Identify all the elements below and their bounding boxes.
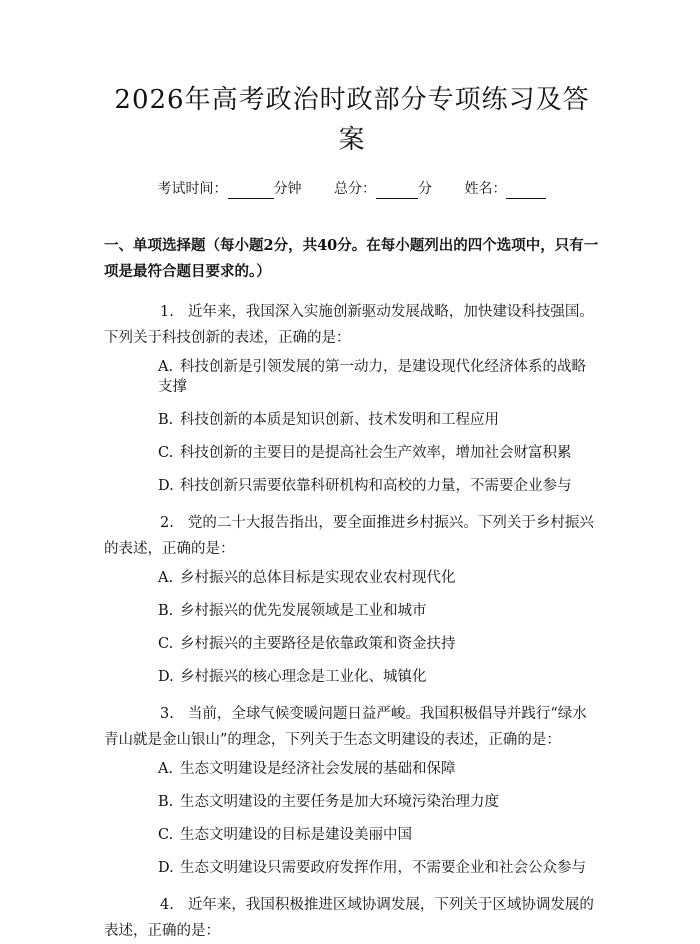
total-score-unit: 分: [418, 181, 432, 197]
question-4: [104, 892, 600, 944]
option-letter: A.: [158, 359, 174, 375]
option-letter: C.: [158, 636, 174, 652]
option-a: [158, 357, 600, 397]
option-letter: C.: [158, 445, 174, 461]
question-stem: [104, 701, 600, 753]
total-score-field: [334, 179, 432, 199]
student-name-label: 姓名：: [464, 181, 507, 197]
option-d: [158, 858, 600, 878]
option-text: 乡村振兴的主要路径是依靠政策和资金扶持: [180, 636, 456, 652]
option-list: [104, 357, 600, 496]
question-stem: [104, 299, 600, 351]
option-c: [158, 443, 600, 463]
option-c: [158, 634, 600, 654]
option-c: [158, 825, 600, 845]
option-text: 生态文明建设的目标是建设美丽中国: [180, 827, 412, 843]
option-d: [158, 667, 600, 687]
option-text: 乡村振兴的优先发展领域是工业和城市: [180, 603, 427, 619]
option-b: [158, 601, 600, 621]
option-text: 乡村振兴的核心理念是工业化、城镇化: [180, 669, 427, 685]
option-letter: C.: [158, 827, 174, 843]
option-a: [158, 568, 600, 588]
question-1: [104, 299, 600, 496]
question-text: 党的二十大报告指出，要全面推进乡村振兴。下列关于乡村振兴的表述，正确的是：: [104, 515, 594, 557]
option-b: [158, 792, 600, 812]
question-number: 3.: [160, 706, 174, 722]
option-letter: D.: [158, 478, 174, 494]
option-letter: A.: [158, 761, 174, 777]
page-title: 2026年高考政治时政部分专项练习及答案: [114, 85, 590, 155]
question-stem: [104, 510, 600, 562]
option-text: 生态文明建设的主要任务是加大环境污染治理力度: [180, 794, 499, 810]
question-number: 2.: [160, 515, 174, 531]
exam-time-label: 考试时间：: [157, 181, 228, 197]
option-text: 生态文明建设只需要政府发挥作用，不需要企业和社会公众参与: [180, 860, 586, 876]
student-name-blank: [506, 182, 546, 199]
question-3: [104, 701, 600, 878]
student-name-field: [464, 179, 546, 199]
option-text: 科技创新只需要依靠科研机构和高校的力量，不需要企业参与: [180, 478, 572, 494]
question-text: 近年来，我国积极推进区域协调发展，下列关于区域协调发展的表述，正确的是：: [104, 897, 594, 939]
option-letter: B.: [158, 412, 174, 428]
option-d: [158, 476, 600, 496]
option-text: 科技创新是引领发展的第一动力，是建设现代化经济体系的战略支撑: [158, 359, 586, 395]
option-a: [158, 759, 600, 779]
option-letter: B.: [158, 794, 174, 810]
total-score-blank: [376, 182, 418, 199]
option-text: 乡村振兴的总体目标是实现农业农村现代化: [180, 570, 456, 586]
option-letter: D.: [158, 860, 174, 876]
option-letter: D.: [158, 669, 174, 685]
exam-time-field: [158, 179, 302, 199]
option-text: 科技创新的本质是知识创新、技术发明和工程应用: [180, 412, 499, 428]
option-text: 生态文明建设是经济社会发展的基础和保障: [180, 761, 456, 777]
option-b: [158, 410, 600, 430]
question-number: 1.: [160, 304, 174, 320]
question-text: 当前，全球气候变暖问题日益严峻。我国积极倡导并践行“绿水青山就是金山银山”的理念，下列关于生态文明建设的表述，正确的是：: [104, 706, 587, 748]
option-text: 科技创新的主要目的是提高社会生产效率，增加社会财富积累: [180, 445, 572, 461]
exam-time-unit: 分钟: [273, 181, 302, 197]
exam-info-line: [104, 179, 600, 199]
question-2: [104, 510, 600, 687]
question-stem: [104, 892, 600, 944]
option-letter: A.: [158, 570, 174, 586]
exam-time-blank: [228, 182, 274, 199]
option-list: [104, 759, 600, 878]
option-letter: B.: [158, 603, 174, 619]
total-score-label: 总分：: [334, 181, 376, 197]
section-heading: 一、单项选择题（每小题2分，共40分。在每小题列出的四个选项中，只有一项是最符合题目要求的。）: [104, 237, 599, 280]
question-text: 近年来，我国深入实施创新驱动发展战略，加快建设科技强国。下列关于科技创新的表述，正确的是：: [104, 304, 594, 346]
option-list: [104, 568, 600, 687]
question-number: 4.: [160, 897, 174, 913]
